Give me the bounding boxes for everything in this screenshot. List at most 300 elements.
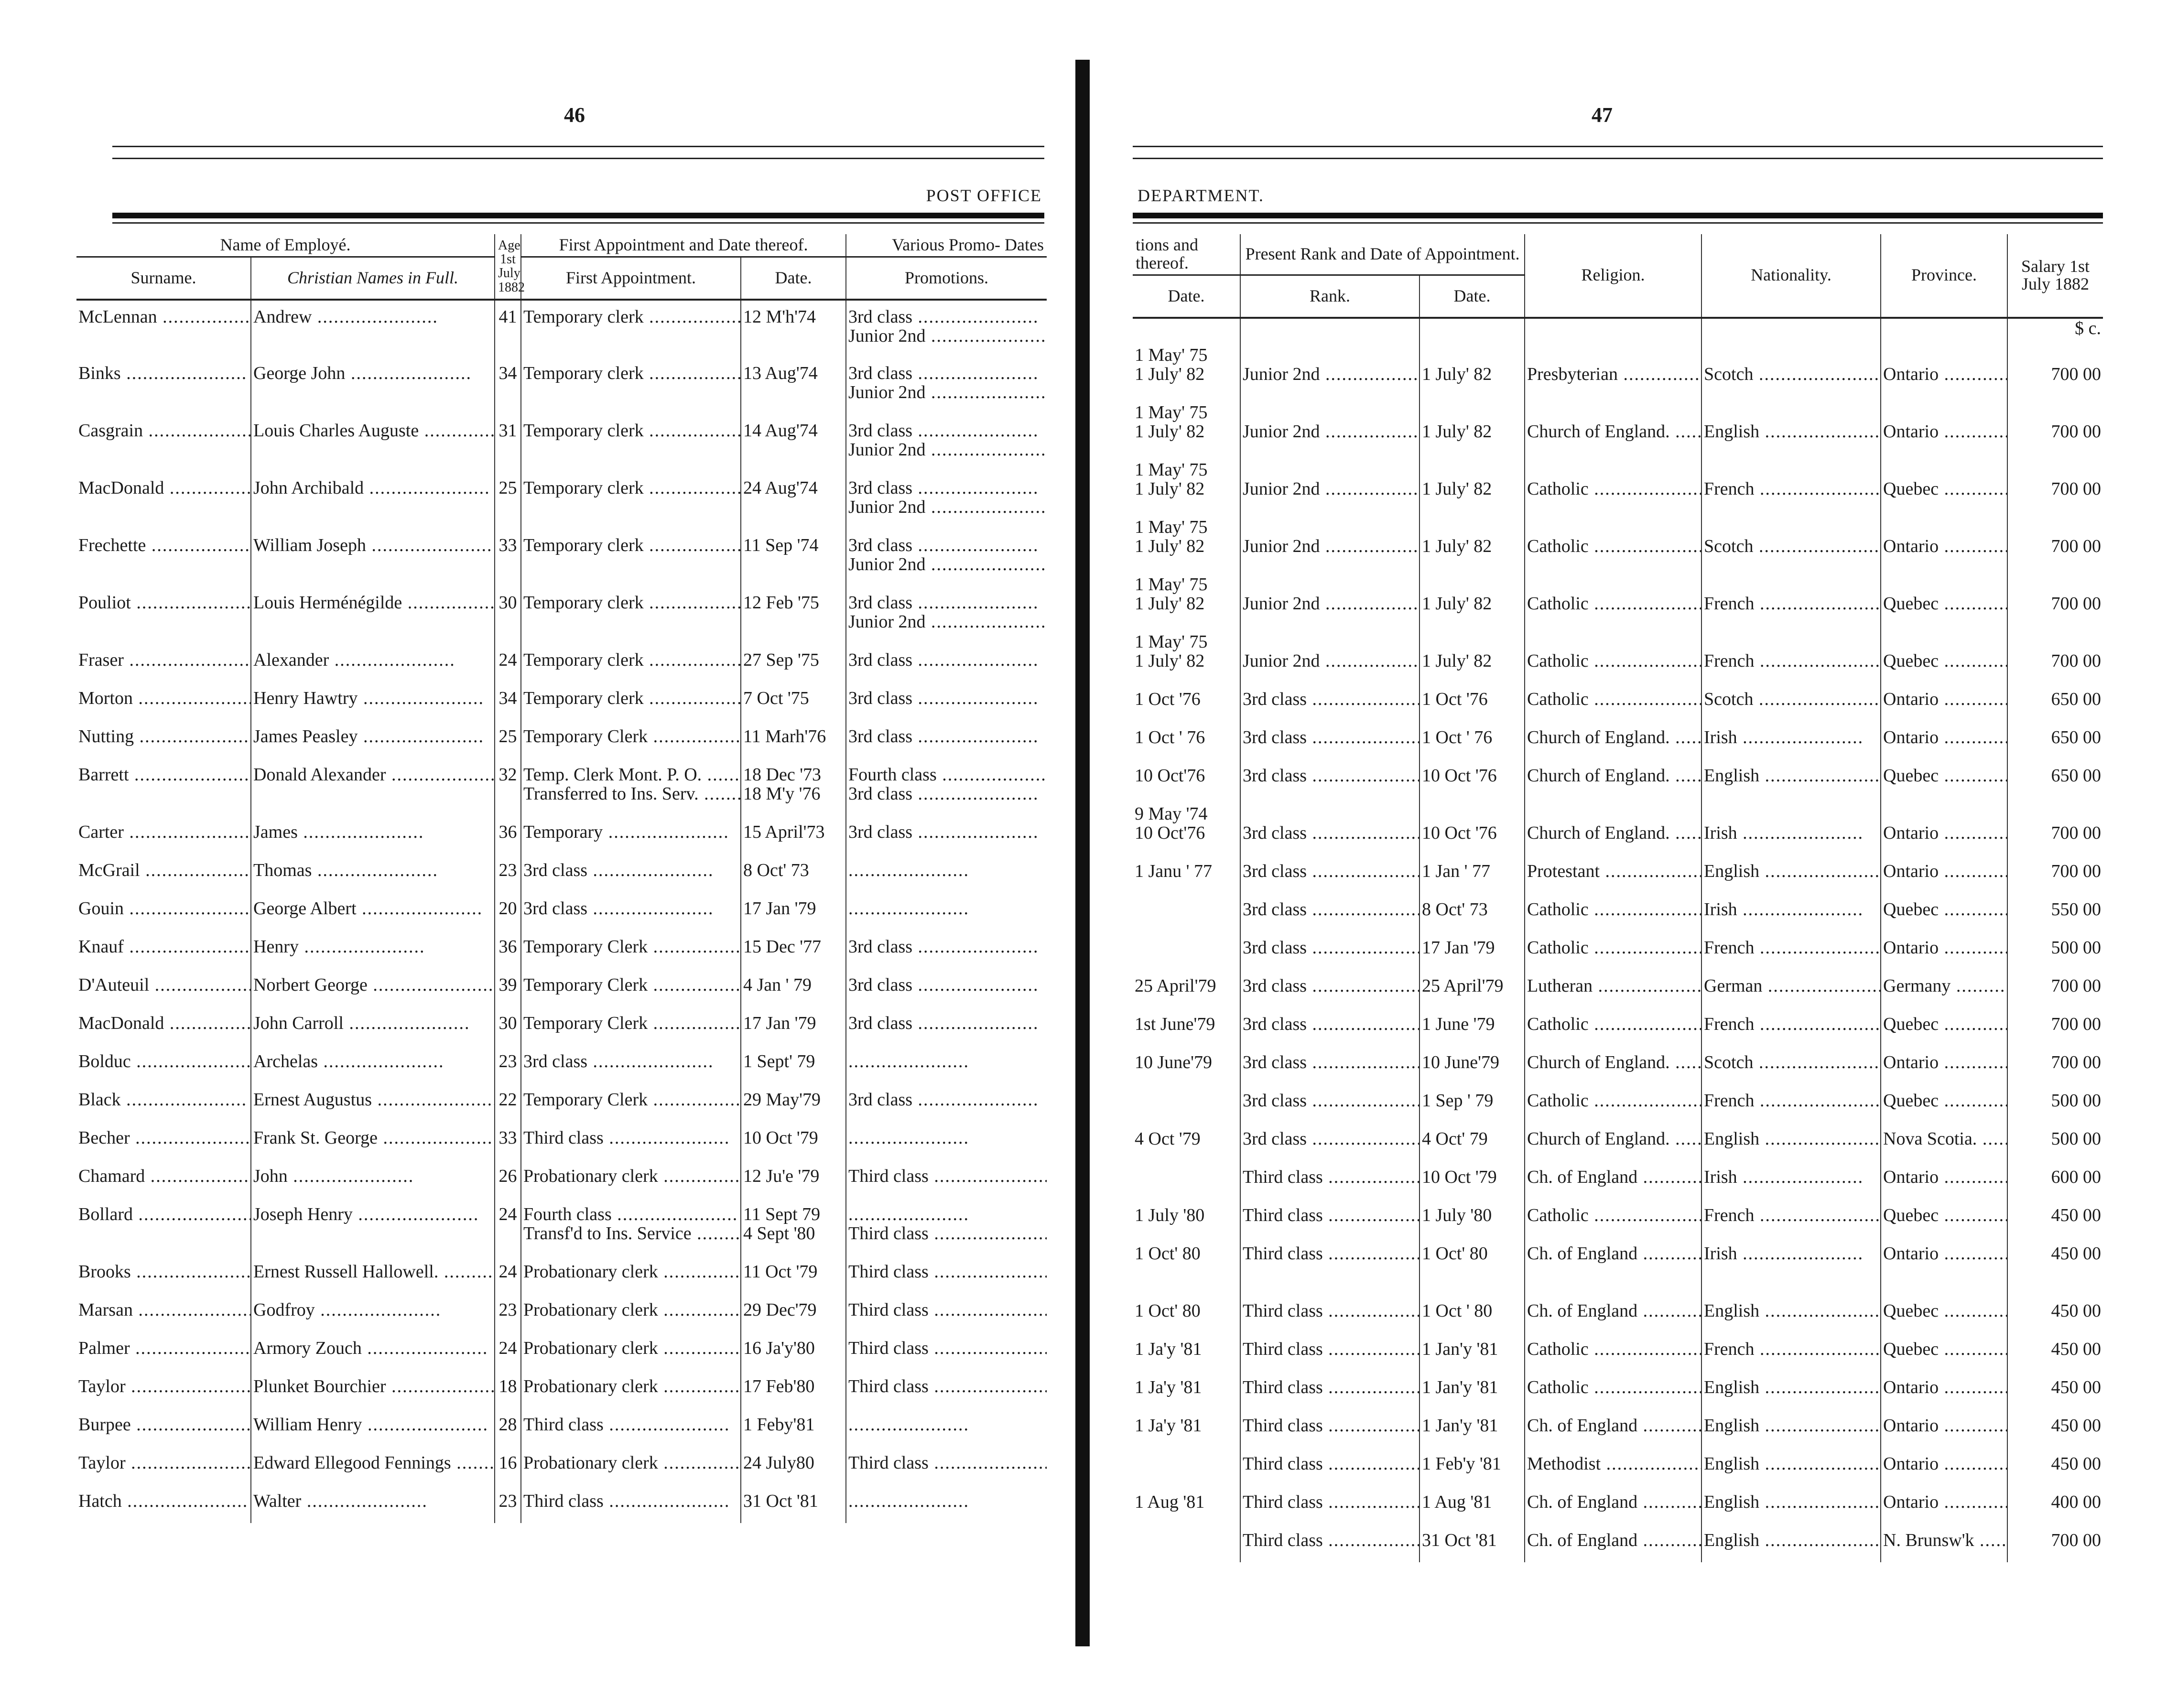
appointment-date-cell-line: 17 Feb'80 [743,1376,815,1396]
promotions-cell [846,529,1047,586]
christian-names-cell-text: Joseph Henry ..... [253,1204,479,1224]
promotions-cell-line: 3rd class ..... [848,727,1045,746]
table-row [76,892,1047,930]
nationality-cell-text: English ..... [1704,1530,1881,1550]
present-date-cell-text: 1 Jan ' 77 [1422,861,1491,881]
religion-cell-text: Catholic ..... [1527,1205,1701,1225]
present-date-cell-text: 4 Oct' 79 [1422,1128,1488,1149]
christian-names-cell-text: James ..... [253,822,424,842]
religion-cell-text: Church of England. ..... [1527,1052,1701,1072]
religion-cell-text: Ch. of England ..... [1527,1492,1701,1512]
age-cell-text: 31 [498,420,517,441]
first-appointment-cell-line: Third class ..... [523,1128,738,1147]
religion-cell [1525,798,1701,855]
salary-cell-text: 700 00 [2051,650,2102,671]
appointment-date-cell-line: 12 M'h'74 [743,306,816,327]
table-row [76,1370,1047,1408]
age-cell [495,1160,521,1198]
nationality-cell [1701,1333,1881,1371]
province-cell [1881,931,2007,970]
thick-rule [1133,213,2103,218]
surname-cell-text: Chamard ..... [78,1166,251,1186]
promotion-date-cell [1133,339,1240,396]
nationality-cell-text: English ..... [1704,1377,1881,1397]
promotions-cell [846,1485,1047,1523]
table-row [1133,1295,2103,1333]
religion-cell [1525,1371,1701,1409]
surname-cell [76,816,251,854]
table-row [1133,798,2103,855]
table-row [76,1160,1047,1198]
present-date-cell [1419,1008,1525,1046]
appointment-date-cell-line: 15 April'73 [743,822,825,842]
promotions-cell-line: 3rd class ..... [848,650,1045,670]
nationality-cell-text: English ..... [1704,1301,1881,1321]
christian-names-cell-text: William Joseph ..... [253,535,492,555]
christian-names-cell [251,1122,495,1160]
surname-cell-text: Gouin ..... [78,898,250,919]
religion-cell [1525,893,1701,931]
blank-cell [1240,318,1419,339]
salary-cell-text: 700 00 [2051,478,2102,499]
present-date-cell-text: 25 April'79 [1422,975,1504,996]
nationality-cell-text: Irish ..... [1704,823,1864,843]
right-table-body [1133,318,2103,1562]
nationality-cell [1701,798,1881,855]
province-cell-text: N. Brunsw'k ..... [1883,1530,2007,1550]
surname-cell [76,682,251,720]
promotions-cell [846,1447,1047,1485]
surname-cell-text: Marsan ..... [78,1300,251,1320]
christian-names-cell-text: Andrew ..... [253,307,438,327]
appointment-date-cell-line: 13 Aug'74 [743,363,818,383]
first-appointment-cell [521,1198,741,1255]
page-number-right: 47 [1592,103,1613,127]
promotions-cell-line [848,1492,1045,1511]
age-cell-text: 32 [498,764,517,785]
table-row [1133,1333,2103,1371]
surname-cell [76,758,251,816]
religion-cell-text: Protestant ..... [1527,861,1701,881]
religion-cell [1525,454,1701,511]
nationality-cell [1701,626,1881,683]
promotions-cell [846,816,1047,854]
table-row [1133,721,2103,759]
table-row [76,1255,1047,1294]
table-row [76,1083,1047,1122]
promotion-date-line: 1 Ja'y '81 [1135,1377,1202,1397]
religion-cell [1525,1046,1701,1084]
table-row [76,586,1047,644]
promotions-cell-line: 3rd class ..... [848,307,1045,326]
promotion-date-cell [1133,855,1240,893]
first-appointment-cell-line: Temporary clerk ..... [523,536,738,555]
first-appointment-cell-line: Temporary clerk ..... [523,689,738,708]
age-cell-text: 34 [498,363,517,383]
age-cell [495,414,521,472]
promotions-cell [846,758,1047,816]
table-row [1133,454,2103,511]
salary-cell-text: 700 00 [2051,1530,2102,1550]
table-row [1133,1046,2103,1084]
rank-cell [1240,1295,1419,1333]
province-cell-text: Ontario ..... [1883,1167,2007,1187]
province-cell-text: Ontario ..... [1883,823,2007,843]
rank-cell [1240,1123,1419,1161]
present-date-cell-text: 1 July' 82 [1422,364,1492,384]
promotion-date-cell [1133,970,1240,1008]
salary-cell-text: 550 00 [2051,899,2102,919]
appointment-date-cell [741,720,846,758]
province-cell [1881,721,2007,759]
nationality-cell [1701,1486,1881,1524]
christian-names-cell-text: John ..... [253,1166,414,1186]
surname-cell [76,1160,251,1198]
appointment-date-cell [741,1255,846,1294]
promotion-date-cell [1133,626,1240,683]
table-row [1133,1448,2103,1486]
christian-names-cell [251,1198,495,1255]
age-cell-text: 26 [498,1166,517,1186]
promotions-cell-line: Third class ..... [848,1224,1045,1243]
surname-cell-text: Barrett ..... [78,765,251,785]
present-date-cell-text: 31 Oct '81 [1422,1530,1497,1550]
table-row [76,1122,1047,1160]
christian-names-cell [251,1294,495,1332]
present-date-cell-text: 1 Oct' 80 [1422,1243,1488,1264]
right-page [1094,0,2167,1708]
surname-cell [76,1122,251,1160]
table-row [1133,511,2103,568]
rank-cell-text: Junior 2nd ..... [1243,594,1419,614]
christian-names-cell [251,1045,495,1083]
surname-cell-text: Black ..... [78,1090,247,1110]
province-cell [1881,339,2007,396]
salary-cell-text: 700 00 [2051,364,2102,384]
promotion-date-cell [1133,683,1240,721]
religion-cell [1525,931,1701,970]
nationality-cell-text: French ..... [1704,479,1881,499]
age-header: Age 1st July 1882 [495,234,521,300]
first-appointment-cell-line: Probationary clerk ..... [523,1262,738,1281]
page-number-left: 46 [564,103,585,127]
surname-cell [76,1447,251,1485]
province-cell-text: Ontario ..... [1883,689,2007,709]
present-date-header: Date. [1419,275,1525,318]
first-appointment-cell-line: Temporary Clerk ..... [523,975,738,995]
religion-cell [1525,1237,1701,1295]
christian-names-cell-text: Alexander ..... [253,650,455,670]
table-row [1133,1524,2103,1562]
promotions-cell [846,1255,1047,1294]
nationality-header: Nationality. [1701,234,1881,318]
rank-cell [1240,1046,1419,1084]
present-date-cell-text: 1 July' 82 [1422,421,1492,442]
promotions-cell-line [848,1052,1045,1071]
present-date-cell [1419,1371,1525,1409]
promotions-cell [846,1408,1047,1447]
salary-cell-text: 700 00 [2051,822,2102,843]
christian-names-cell-text: Henry Hawtry ..... [253,688,484,708]
surname-cell-text: Binks ..... [78,363,247,383]
age-cell-text: 23 [498,860,517,880]
age-cell [495,300,521,357]
present-date-cell-text: 1 Jan'y '81 [1422,1377,1498,1397]
present-date-cell [1419,1295,1525,1333]
promotion-date-line: 1 Oct' 80 [1135,1300,1201,1321]
present-date-cell-text: 10 Oct '79 [1422,1167,1497,1187]
nationality-cell [1701,721,1881,759]
promotion-date-line: 1 July '80 [1135,1205,1205,1225]
province-cell-text: Germany ..... [1883,976,2007,996]
religion-cell-text: Catholic ..... [1527,1339,1701,1359]
salary-cell [2007,1123,2103,1161]
salary-cell-text: 650 00 [2051,765,2102,786]
age-cell [495,720,521,758]
promotions-cell [846,1370,1047,1408]
blank-cell [1701,318,1881,339]
age-cell-text: 16 [498,1452,517,1473]
nationality-cell [1701,454,1881,511]
appointment-date-cell-line: 24 July80 [743,1452,814,1473]
christian-names-cell [251,854,495,892]
christian-names-cell-text: John Archibald ..... [253,478,490,498]
salary-cell-text: 500 00 [2051,1128,2102,1149]
table-row [76,1045,1047,1083]
nationality-cell [1701,1199,1881,1237]
rank-cell-text: 3rd class ..... [1243,727,1419,747]
christian-names-cell-text: John Carroll ..... [253,1013,470,1033]
province-cell [1881,1008,2007,1046]
salary-cell [2007,1295,2103,1333]
province-cell [1881,1448,2007,1486]
salary-cell [2007,759,2103,798]
rank-cell-text: 3rd class ..... [1243,689,1419,709]
age-cell-text: 23 [498,1299,517,1320]
surname-cell-text: McLennan ..... [78,307,251,327]
rank-cell-text: Third class ..... [1243,1416,1419,1436]
nationality-cell [1701,339,1881,396]
christian-names-cell [251,969,495,1007]
salary-cell-text: 700 00 [2051,1052,2102,1072]
first-appointment-cell [521,644,741,682]
surname-cell [76,930,251,969]
name-of-employe-header: Name of Employé. [76,234,495,257]
rank-header: Rank. [1240,275,1419,318]
present-date-cell-text: 1 Aug '81 [1422,1492,1492,1512]
surname-cell-text: Brooks ..... [78,1262,251,1282]
first-appointment-cell-line: Third class ..... [523,1415,738,1434]
salary-cell-text: 500 00 [2051,937,2102,958]
rank-cell-text: 3rd class ..... [1243,1052,1419,1072]
surname-cell [76,1408,251,1447]
present-date-cell-text: 1 July' 82 [1422,536,1492,556]
nationality-cell [1701,759,1881,798]
promotions-cell [846,300,1047,357]
first-appointment-cell [521,720,741,758]
appointment-date-cell [741,930,846,969]
age-cell [495,1408,521,1447]
province-cell [1881,759,2007,798]
christian-names-cell [251,816,495,854]
age-cell [495,357,521,414]
salary-cell [2007,855,2103,893]
nationality-cell-text: English ..... [1704,422,1881,442]
rank-cell-text: Junior 2nd ..... [1243,479,1419,499]
promotions-cell-line: Fourth class ..... [848,765,1045,784]
christian-names-cell-text: Armory Zouch ..... [253,1338,488,1358]
surname-cell-text: McGrail ..... [78,860,251,880]
surname-header: Surname. [76,257,251,300]
christian-names-cell [251,1447,495,1485]
province-cell-text: Ontario ..... [1883,861,2007,881]
appointment-date-cell [741,969,846,1007]
salary-cell-text: 450 00 [2051,1415,2102,1436]
first-appointment-cell [521,1122,741,1160]
province-cell-text: Nova Scotia. ..... [1883,1129,2007,1149]
present-date-cell [1419,1524,1525,1562]
appointment-date-cell-line: 11 Sep '74 [743,535,819,555]
rank-cell-text: Third class ..... [1243,1167,1419,1187]
rank-cell-text: Junior 2nd ..... [1243,536,1419,556]
appointment-date-cell-line: 12 Ju'e '79 [743,1166,820,1186]
promotions-cell-line: 3rd class ..... [848,689,1045,708]
salary-cell-text: 700 00 [2051,536,2102,556]
present-date-cell-text: 1 June '79 [1422,1014,1495,1034]
christian-names-cell [251,1485,495,1523]
appointment-date-cell-line: 11 Marh'76 [743,726,826,746]
table-row [1133,759,2103,798]
promotion-date-line: 1 July' 82 [1135,421,1205,442]
province-cell [1881,1371,2007,1409]
promotions-cell [846,644,1047,682]
promotions-cell-line: Junior 2nd ..... [848,555,1045,574]
christian-names-cell-text: Ernest Augustus ..... [253,1090,495,1110]
promotions-cell [846,720,1047,758]
rank-cell [1240,1371,1419,1409]
nationality-cell-text: Irish ..... [1704,899,1864,919]
promotions-cell [846,682,1047,720]
christian-names-cell [251,892,495,930]
surname-cell [76,892,251,930]
nationality-cell-text: English ..... [1704,861,1881,881]
appointment-date-cell-line: 18 Dec '73 [743,764,822,785]
double-rule [112,146,1044,159]
religion-cell [1525,1486,1701,1524]
salary-cell [2007,798,2103,855]
christian-names-cell [251,586,495,644]
rank-cell-text: 3rd class ..... [1243,823,1419,843]
christian-names-cell-text: Henry ..... [253,937,425,957]
surname-cell [76,1485,251,1523]
promotion-date-cell [1133,931,1240,970]
blank-cell [1881,318,2007,339]
province-cell-text: Quebec ..... [1883,479,2007,499]
surname-cell-text: MacDonald ..... [78,478,251,498]
table-row [1133,683,2103,721]
age-cell [495,1122,521,1160]
surname-cell [76,1045,251,1083]
present-date-cell-text: 1 July '80 [1422,1205,1492,1225]
present-date-cell [1419,568,1525,626]
first-appointment-cell-line: Probationary clerk ..... [523,1300,738,1319]
age-cell-text: 41 [498,306,517,327]
surname-cell [76,414,251,472]
age-cell [495,930,521,969]
salary-cell-text: 500 00 [2051,1090,2102,1111]
present-date-cell-text: 10 June'79 [1422,1052,1500,1072]
nationality-cell-text: French ..... [1704,1339,1881,1359]
promotions-cell-line: 3rd class ..... [848,1014,1045,1033]
religion-cell-text: Ch. of England ..... [1527,1243,1701,1264]
first-appointment-cell-line: Fourth class ..... [523,1205,738,1224]
surname-cell-text: Taylor ..... [78,1453,251,1473]
surname-cell [76,357,251,414]
salary-cell [2007,1046,2103,1084]
promotions-cell [846,357,1047,414]
religion-cell [1525,970,1701,1008]
rank-cell [1240,568,1419,626]
salary-cell-text: 450 00 [2051,1377,2102,1397]
age-cell [495,586,521,644]
present-date-cell [1419,1448,1525,1486]
christian-names-cell [251,472,495,529]
christian-names-cell [251,1160,495,1198]
age-cell [495,1370,521,1408]
christian-names-cell [251,1332,495,1370]
table-row [76,1007,1047,1045]
age-cell-text: 18 [498,1376,517,1396]
appointment-date-cell [741,529,846,586]
province-cell [1881,1486,2007,1524]
appointment-date-cell-line: 4 Jan ' 79 [743,974,812,995]
table-row [1133,931,2103,970]
religion-cell [1525,396,1701,454]
first-appointment-cell [521,1370,741,1408]
promotions-cell [846,854,1047,892]
table-row [76,529,1047,586]
religion-cell [1525,759,1701,798]
promotion-date-cell [1133,759,1240,798]
rank-cell-text: 3rd class ..... [1243,976,1419,996]
promotions-cell-line: Third class ..... [848,1453,1045,1472]
nationality-cell [1701,1123,1881,1161]
religion-cell-text: Catholic ..... [1527,938,1701,958]
salary-cell [2007,511,2103,568]
age-cell-text: 33 [498,535,517,555]
table-row [76,300,1047,357]
table-row [76,720,1047,758]
religion-cell [1525,1333,1701,1371]
date-header: Date. [741,257,846,300]
christian-names-cell [251,357,495,414]
province-cell [1881,855,2007,893]
religion-cell [1525,683,1701,721]
first-appointment-cell [521,1332,741,1370]
rank-cell [1240,396,1419,454]
age-cell [495,892,521,930]
promotion-date-line: 4 Oct '79 [1135,1128,1201,1149]
appointment-date-cell [741,414,846,472]
first-appointment-cell-line: Temporary Clerk ..... [523,1014,738,1033]
promotions-cell-line: Junior 2nd ..... [848,440,1045,459]
christian-names-cell-text: William Henry ..... [253,1415,488,1435]
surname-cell [76,1332,251,1370]
first-appointment-cell-line: Temporary Clerk ..... [523,937,738,956]
religion-cell-text: Catholic ..... [1527,899,1701,919]
surname-cell [76,969,251,1007]
age-cell-text: 24 [498,1338,517,1358]
